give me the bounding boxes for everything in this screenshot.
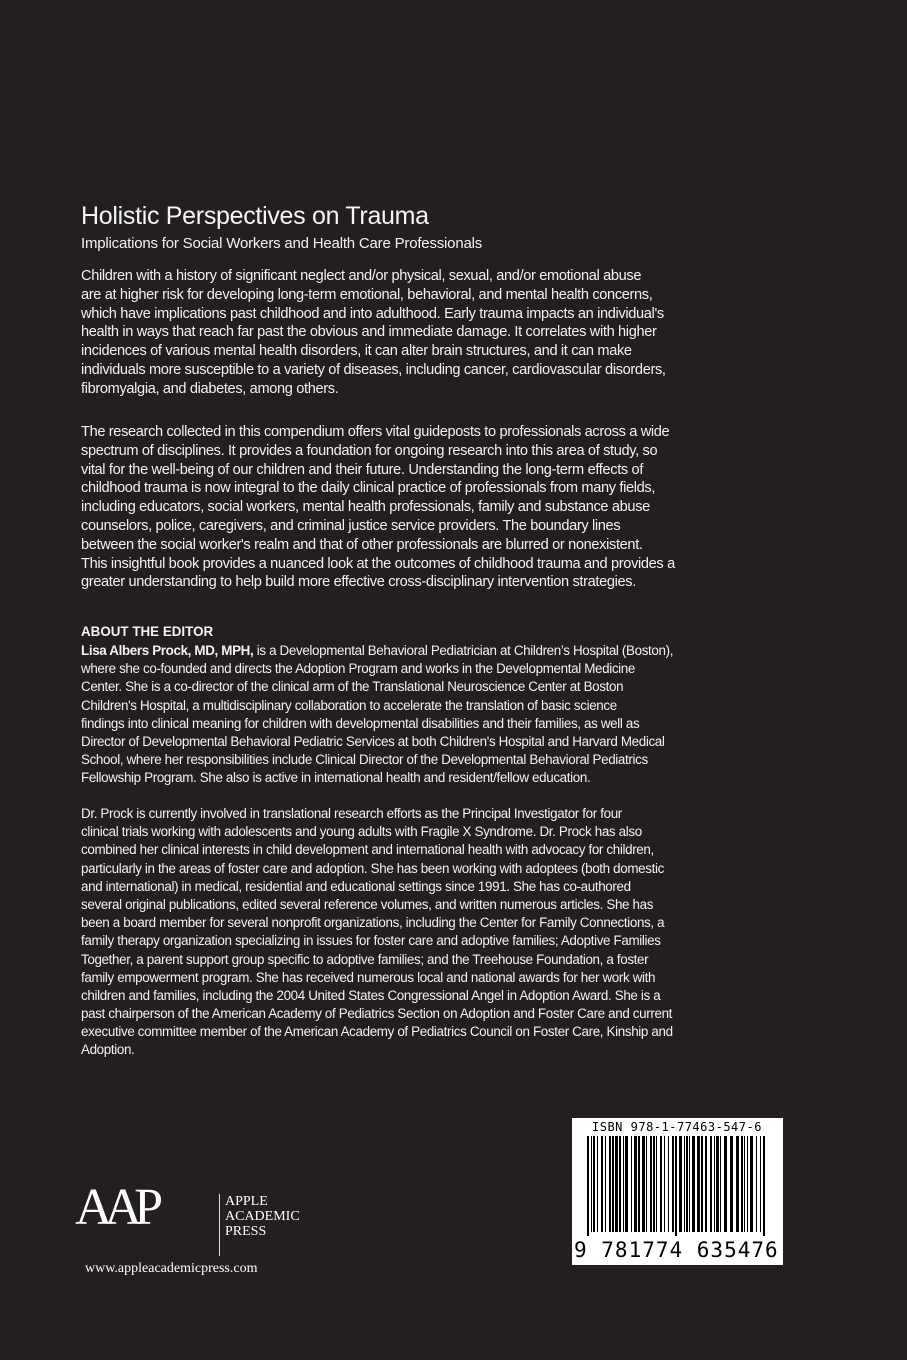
publisher-name-line: ACADEMIC — [225, 1209, 300, 1224]
text-line: executive committee member of the American Academy of Pediatrics Council on Foster Care, Kinship and — [81, 1024, 673, 1040]
text-line: including educators, social workers, mental health professionals, family and substance abuse — [81, 499, 650, 516]
ean-number: 9 781774 635476 — [574, 1238, 779, 1262]
barcode-bar — [724, 1136, 727, 1232]
text-line: health in ways that reach far past the obvious and immediate damage. It correlates with higher — [81, 324, 657, 341]
barcode-bar — [689, 1136, 690, 1232]
text-line-rest: is a Developmental Behavioral Pediatrician at Children’s Hospital (Boston), — [253, 643, 674, 658]
text-line: greater understanding to help build more effective cross-disciplinary intervention strategies. — [81, 574, 636, 591]
barcode-bar — [747, 1136, 748, 1232]
barcode-bar — [668, 1136, 669, 1232]
text-line: Adoption. — [81, 1042, 135, 1058]
text-line: and international) in medical, residential and educational settings since 1991. She has co-authored — [81, 878, 631, 894]
text-line: counselors, police, caregivers, and criminal justice service providers. The boundary lines — [81, 517, 621, 534]
text-line: findings into clinical meaning for children with developmental disabilities and their families, as well as — [81, 715, 640, 731]
text-line: several original publications, edited several reference volumes, and written numerous articles. She has — [81, 896, 654, 912]
editor-bio-paragraph-1 — [81, 642, 673, 788]
text-line: combined her clinical interests in child development and international health with advocacy for children, — [81, 842, 654, 858]
publisher-name-line: APPLE — [225, 1194, 268, 1209]
book-title: Holistic Perspectives on Trauma — [81, 202, 429, 230]
text-line: School, where her responsibilities include Clinical Director of the Developmental Behavioral Pediatrics — [81, 752, 648, 768]
text-line: spectrum of disciplines. It provides a foundation for ongoing research into this area of study, so — [81, 442, 658, 459]
isbn-barcode — [572, 1118, 783, 1265]
barcode-bar — [741, 1136, 743, 1232]
text-line — [81, 642, 673, 660]
text-line: incidences of various mental health disorders, it can alter brain structures, and it can make — [81, 343, 632, 360]
text-line: individuals more susceptible to a variety of diseases, including cancer, cardiovascular disorders, — [81, 361, 666, 378]
barcode-bar — [686, 1136, 688, 1232]
barcode-bar — [631, 1136, 632, 1232]
barcode-bar — [660, 1136, 662, 1232]
description-paragraph-2 — [81, 423, 675, 592]
barcode-bar — [756, 1136, 757, 1232]
barcode-bar — [634, 1136, 637, 1232]
barcode-bar — [760, 1136, 761, 1232]
barcode-bar — [653, 1136, 655, 1232]
editor-bio-paragraph-2 — [81, 805, 673, 1060]
barcode-bar — [642, 1136, 645, 1232]
publisher-url: www.appleacademicpress.com — [85, 1261, 258, 1276]
barcode-bar — [638, 1136, 640, 1232]
barcode-bar — [646, 1136, 647, 1232]
aap-logo-mark: AAP — [75, 1179, 156, 1236]
barcode-bar — [601, 1136, 603, 1232]
text-line: past chairperson of the American Academy of Pediatrics Section on Adoption and Foster Care and current — [81, 1006, 673, 1022]
barcode-bar — [675, 1136, 677, 1236]
text-line: Director of Developmental Behavioral Pediatric Services at both Children's Hospital and Harvard Medical — [81, 733, 665, 749]
publisher-name — [225, 1194, 300, 1239]
text-line: Children's Hospital, a multidisciplinary collaboration to accelerate the translation of basic science — [81, 697, 617, 713]
about-editor-heading: ABOUT THE EDITOR — [81, 624, 214, 639]
barcode-bar — [705, 1136, 707, 1232]
text-line: where she co-founded and directs the Adoption Program and works in the Developmental Medicine — [81, 661, 636, 677]
publisher-name-line: PRESS — [225, 1224, 267, 1239]
barcode-bar — [609, 1136, 611, 1232]
book-subtitle: Implications for Social Workers and Health Care Professionals — [81, 235, 483, 252]
isbn-text: ISBN 978-1-77463-547-6 — [592, 1120, 762, 1134]
text-line: fibromyalgia, and diabetes, among others. — [81, 380, 339, 397]
barcode-bar — [750, 1136, 753, 1232]
text-line: family empowerment program. She has received numerous local and national awards for her work with — [81, 969, 656, 985]
barcode-bar — [623, 1136, 624, 1232]
barcode-bar — [720, 1136, 721, 1232]
barcode-bar — [716, 1136, 719, 1232]
barcode-bar — [710, 1136, 712, 1232]
barcode-bar — [672, 1136, 674, 1232]
editor-name: Lisa Albers Prock, MD, MPH, — [81, 643, 254, 658]
text-line: particularly in the areas of foster care and adoption. She has been working with adoptees (both domestic — [81, 860, 664, 876]
barcode-bar — [587, 1136, 589, 1236]
text-line: Children with a history of significant neglect and/or physical, sexual, and/or emotional abuse — [81, 268, 642, 284]
logo-divider — [219, 1194, 220, 1256]
text-line: been a board member for several nonprofit organizations, including the Center for Family Connections, a — [81, 915, 665, 931]
barcode-bar — [593, 1136, 595, 1232]
text-line: Together, a parent support group specific to adoptive families; and the Treehouse Foundation, a foster — [81, 951, 649, 967]
barcode-bar — [684, 1136, 685, 1232]
barcode-bar — [605, 1136, 606, 1232]
barcode-bar — [612, 1136, 614, 1232]
barcode-bar — [697, 1136, 700, 1232]
barcode-bar — [736, 1136, 739, 1232]
barcode-bar — [701, 1136, 703, 1232]
barcode-bar — [763, 1136, 765, 1236]
barcode-bars — [587, 1136, 767, 1236]
text-line: family therapy organization specializing in issues for foster care and adoptive families; Adoptive Families — [81, 933, 661, 949]
text-line: vital for the well-being of our children and their future. Understanding the long-term effects of — [81, 461, 644, 478]
barcode-bar — [650, 1136, 652, 1232]
barcode-bar — [714, 1136, 715, 1232]
barcode-bar — [591, 1136, 592, 1232]
text-line: clinical trials working with adolescents and young adults with Fragile X Syndrome. Dr. Prock has also — [81, 824, 642, 840]
barcode-bar — [656, 1136, 657, 1232]
barcode-bar — [619, 1136, 621, 1232]
publisher-logo — [75, 1178, 315, 1278]
barcode-bar — [692, 1136, 695, 1232]
barcode-bar — [730, 1136, 733, 1232]
text-line: Dr. Prock is currently involved in translational research efforts as the Principal Investigator for four — [81, 806, 622, 821]
text-line: This insightful book provides a nuanced look at the outcomes of childhood trauma and provides a — [81, 555, 675, 572]
text-line: Center. She is a co-director of the clinical arm of the Translational Neuroscience Center at Boston — [81, 679, 624, 695]
text-line: between the social worker's realm and that of other professionals are blurred or nonexistent. — [81, 536, 643, 553]
barcode-bar — [744, 1136, 745, 1232]
text-line: childhood trauma is now integral to the daily clinical practice of professionals from many fields, — [81, 480, 656, 497]
text-line: Fellowship Program. She also is active in international health and resident/fellow education. — [81, 770, 591, 786]
barcode-bar — [597, 1136, 598, 1232]
text-line: which have implications past childhood and into adulthood. Early trauma impacts an individual's — [81, 305, 664, 322]
barcode-bar — [679, 1136, 682, 1232]
barcode-bar — [664, 1136, 665, 1232]
text-line: are at higher risk for developing long-term emotional, behavioral, and mental health concerns, — [81, 286, 653, 303]
text-line: children and families, including the 2004 United States Congressional Angel in Adoption Award. She is a — [81, 987, 661, 1003]
description-paragraph-1 — [81, 267, 666, 399]
text-line: The research collected in this compendium offers vital guideposts to professionals across a wide — [81, 424, 670, 440]
barcode-bar — [625, 1136, 628, 1232]
barcode-bar — [615, 1136, 618, 1232]
